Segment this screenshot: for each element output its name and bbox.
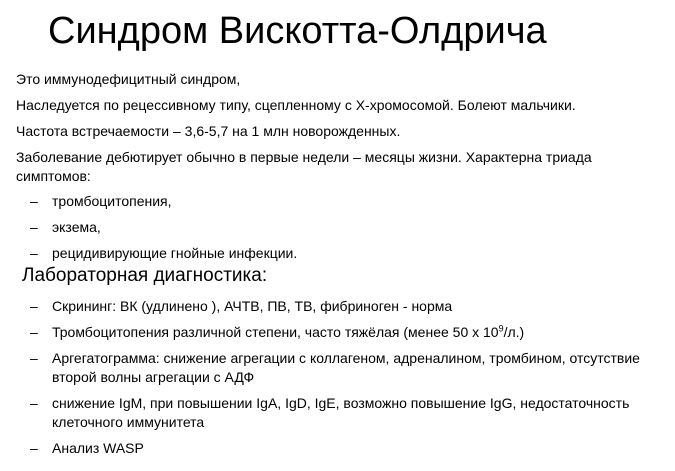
frequency-paragraph: Частота встречаемости – 3,6-5,7 на 1 млн новорожденных. xyxy=(16,123,401,139)
lab-item-text: Анализ WASP xyxy=(52,440,144,456)
list-item xyxy=(16,323,663,342)
triad-item-text: тромбоцитопения, xyxy=(52,193,172,209)
triad-item-text: экзема, xyxy=(52,219,101,235)
lab-item-text-part: Тромбоцитопения различной степени, часто тяжёлая (менее 50 х 10 xyxy=(52,324,499,340)
inheritance-paragraph: Наследуется по рецессивному типу, сцепленному с Х-хромосомой. Болеют мальчики. xyxy=(16,97,576,113)
bullet-dash: – xyxy=(30,219,38,235)
bullet-dash: – xyxy=(30,324,38,340)
bullet-dash: – xyxy=(30,440,38,456)
bullet-dash: – xyxy=(30,193,38,209)
slide-title: Синдром Вискотта-Олдрича xyxy=(48,10,547,52)
lab-item-text: снижение IgM, при повышении IgA, IgD, IgE, возможно повышение IgG, недостаточность клеточного иммунитета xyxy=(52,395,630,430)
list-item xyxy=(16,192,663,218)
lab-item-text-part: /л.) xyxy=(503,324,525,340)
bullet-dash: – xyxy=(30,350,38,366)
bullet-dash: – xyxy=(30,395,38,411)
list-item xyxy=(16,394,663,432)
list-item xyxy=(16,297,663,316)
lab-diagnostics-list xyxy=(16,297,663,465)
bullet-dash: – xyxy=(30,245,38,261)
exponent: 9 xyxy=(498,323,504,334)
triad-item-text: рецидивирующие гнойные инфекции. xyxy=(52,245,298,261)
intro-paragraph: Это иммунодефицитный синдром, xyxy=(16,71,241,87)
list-item xyxy=(16,439,663,458)
list-item xyxy=(16,349,663,387)
lab-item-text: Скрининг: ВК (удлинено ), АЧТВ, ПВ, ТВ, фибриноген - норма xyxy=(52,298,453,314)
lab-diagnostics-heading: Лабораторная диагностика: xyxy=(22,265,268,286)
lab-item-text: Аргегатограмма: снижение агрегации с коллагеном, адреналином, тромбином, отсутствие второй волны агрегации с АДФ xyxy=(52,350,640,385)
list-item xyxy=(16,218,663,244)
bullet-dash: – xyxy=(30,298,38,314)
symptom-triad-list xyxy=(16,192,663,270)
onset-paragraph: Заболевание дебютирует обычно в первые недели – месяцы жизни. Характерна триада симптомов: xyxy=(16,149,592,184)
